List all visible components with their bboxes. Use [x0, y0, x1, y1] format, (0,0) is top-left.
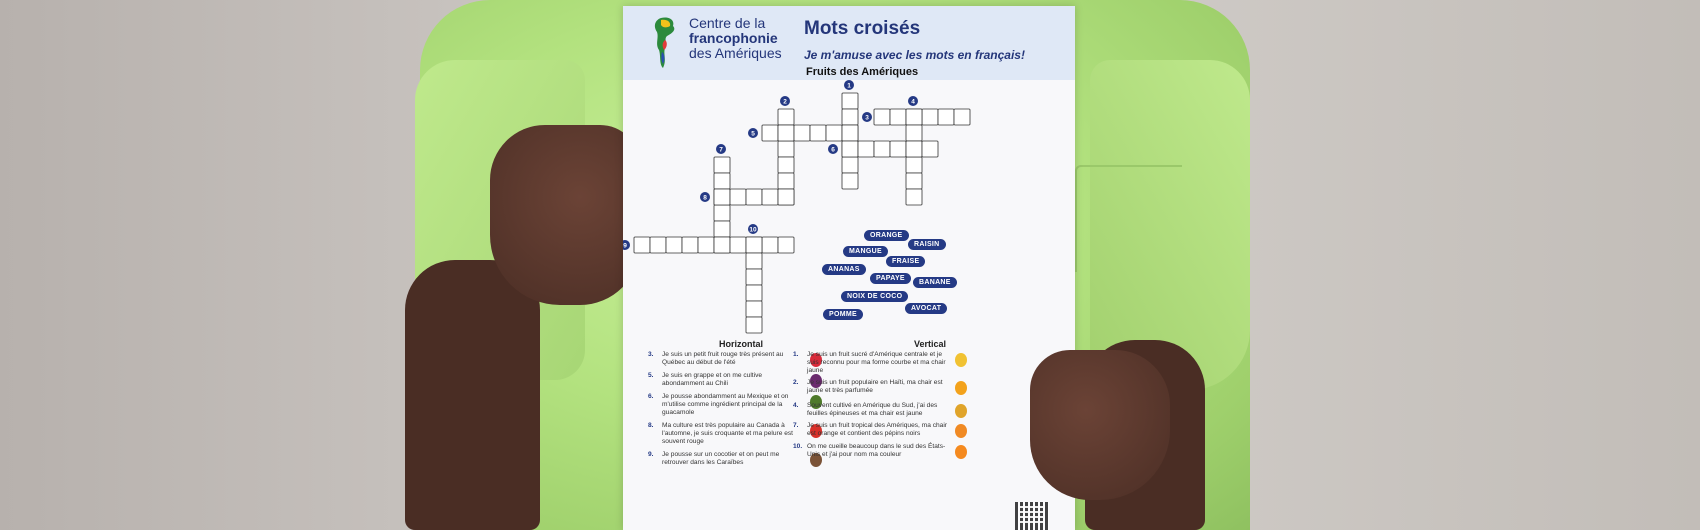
word-bank-item: FRAISE: [886, 256, 925, 267]
page-title: Mots croisés: [804, 18, 921, 39]
grid-cell[interactable]: [906, 109, 922, 125]
clue-item: [648, 372, 802, 388]
logo-line-1: Centre de la: [689, 15, 766, 31]
grid-number: 3: [865, 114, 869, 122]
grid-cell[interactable]: [698, 237, 714, 253]
grid-cell[interactable]: [682, 237, 698, 253]
clue-number: 7.: [793, 422, 799, 429]
grid-number: 1: [847, 82, 851, 90]
clue-text: Je pousse abondamment au Mexique et on m'utilise comme ingrédient principal de la guacamole: [662, 393, 789, 416]
clue-text: Je suis en grappe et on me cultive abondamment au Chili: [662, 372, 763, 387]
grid-cell[interactable]: [906, 141, 922, 157]
grid-cell[interactable]: [746, 237, 762, 253]
clue-number: 6.: [648, 393, 654, 400]
grid-cell[interactable]: [842, 93, 858, 109]
clue-number: 4.: [793, 402, 799, 409]
grid-cell[interactable]: [778, 157, 794, 173]
grid-cell[interactable]: [794, 125, 810, 141]
horizontal-title: Horizontal: [719, 339, 763, 349]
grid-cell[interactable]: [954, 109, 970, 125]
clue-text: Je suis un fruit populaire en Haïti, ma chair est jaune et très parfumée: [807, 379, 943, 394]
crossword-sheet: [623, 6, 1075, 530]
grid-cell[interactable]: [714, 237, 730, 253]
grid-cell[interactable]: [634, 237, 650, 253]
clue-item: [648, 351, 802, 367]
clue-number: 2.: [793, 379, 799, 386]
grid-cell[interactable]: [746, 189, 762, 205]
grid-cell[interactable]: [874, 109, 890, 125]
grid-cell[interactable]: [778, 173, 794, 189]
logo-line-2: francophonie: [689, 30, 778, 46]
grid-number: 10: [749, 226, 757, 234]
clue-text: Je pousse sur un cocotier et on peut me retrouver dans les Caraïbes: [662, 451, 780, 466]
logo-line-3: des Amériques: [689, 45, 782, 61]
grid-number: 9: [623, 242, 627, 250]
clue-item: [793, 402, 947, 418]
grid-cell[interactable]: [810, 125, 826, 141]
word-bank-item: NOIX DE COCO: [841, 291, 908, 302]
grid-number: 5: [751, 130, 755, 138]
clue-number: 8.: [648, 422, 654, 429]
grid-cell[interactable]: [778, 141, 794, 157]
grid-number: 7: [719, 146, 723, 154]
clue-item: [648, 451, 802, 467]
clue-text: On me cueille beaucoup dans le sud des États-Unis et j'ai pour nom ma couleur: [807, 443, 946, 458]
word-bank-item: RAISIN: [908, 239, 946, 250]
qr-code: [1015, 502, 1049, 530]
vertical-title: Vertical: [914, 339, 947, 349]
clue-text: Ma culture est très populaire au Canada à l'automne, je suis croquante et ma pelure est souvent rouge: [662, 422, 794, 445]
word-bank-item: PAPAYE: [870, 273, 911, 284]
grid-cell[interactable]: [842, 125, 858, 141]
grid-cell[interactable]: [890, 109, 906, 125]
grid-cell[interactable]: [842, 157, 858, 173]
word-bank-item: MANGUE: [843, 246, 888, 257]
word-bank-item: AVOCAT: [905, 303, 947, 314]
grid-cell[interactable]: [906, 189, 922, 205]
grid-cell[interactable]: [826, 125, 842, 141]
grid-cell[interactable]: [906, 173, 922, 189]
grid-cell[interactable]: [762, 125, 778, 141]
shirt-pocket: [1075, 165, 1182, 272]
grid-cell[interactable]: [746, 253, 762, 269]
clue-number: 10.: [793, 443, 803, 450]
word-bank-item: ANANAS: [822, 264, 866, 275]
clue-item: [793, 379, 947, 395]
clue-number: 1.: [793, 351, 799, 358]
grid-cell[interactable]: [922, 109, 938, 125]
word-bank-item: BANANE: [913, 277, 957, 288]
grid-number: 2: [783, 98, 787, 106]
left-arm: [405, 260, 540, 530]
grid-cell[interactable]: [746, 269, 762, 285]
grid-number: 8: [703, 194, 707, 202]
grid-cell[interactable]: [842, 141, 858, 157]
grid-cell[interactable]: [666, 237, 682, 253]
clue-text: Je suis un fruit tropical des Amériques, ma chair est orange et contient des pépins noirs: [807, 422, 947, 437]
grid-cell[interactable]: [778, 125, 794, 141]
grid-cell[interactable]: [746, 285, 762, 301]
grid-cell[interactable]: [714, 221, 730, 237]
grid-cell[interactable]: [714, 173, 730, 189]
grid-cell[interactable]: [890, 141, 906, 157]
grid-cell[interactable]: [714, 189, 730, 205]
clue-item: [648, 393, 802, 417]
clue-text: Je suis un fruit sucré d'Amérique centrale et je suis reconnu pour ma forme courbe et ma chair jaune: [807, 351, 946, 374]
mango-icon: [955, 381, 967, 395]
grid-cell[interactable]: [746, 301, 762, 317]
left-hand: [490, 125, 640, 305]
word-bank-item: ORANGE: [864, 230, 909, 241]
grid-cell[interactable]: [906, 157, 922, 173]
grid-cell[interactable]: [906, 125, 922, 141]
grid-cell[interactable]: [762, 237, 778, 253]
grid-cell[interactable]: [938, 109, 954, 125]
grid-cell[interactable]: [922, 141, 938, 157]
grid-cell[interactable]: [842, 173, 858, 189]
clue-item: [648, 422, 802, 446]
grid-cell[interactable]: [858, 141, 874, 157]
clue-item: [793, 422, 947, 438]
theme-label: Fruits des Amériques: [806, 66, 919, 78]
grid-cell[interactable]: [842, 109, 858, 125]
grid-cell[interactable]: [762, 189, 778, 205]
clue-number: 5.: [648, 372, 654, 379]
grid-cell[interactable]: [714, 205, 730, 221]
right-hand: [1030, 350, 1170, 500]
banana-icon: [955, 353, 967, 367]
pineapple-icon: [955, 404, 967, 418]
grid-cell[interactable]: [778, 237, 794, 253]
grid-cell[interactable]: [730, 237, 746, 253]
clue-number: 9.: [648, 451, 654, 458]
clue-item: [793, 351, 947, 375]
grid-cell[interactable]: [778, 109, 794, 125]
orange-icon: [955, 445, 967, 459]
grid-cell[interactable]: [730, 189, 746, 205]
clue-text: Je suis un petit fruit rouge très présent au Québec au début de l'été: [662, 351, 784, 366]
page-subtitle: Je m'amuse avec les mots en français!: [804, 48, 1025, 62]
grid-cell[interactable]: [778, 189, 794, 205]
papaya-icon: [955, 424, 967, 438]
grid-cell[interactable]: [874, 141, 890, 157]
grid-cell[interactable]: [650, 237, 666, 253]
word-bank-item: POMME: [823, 309, 863, 320]
clue-number: 3.: [648, 351, 654, 358]
grid-number: 6: [831, 146, 835, 154]
clue-text: Souvent cultivé en Amérique du Sud, j'ai des feuilles épineuses et ma chair est jaune: [807, 402, 938, 417]
grid-cell[interactable]: [714, 157, 730, 173]
grid-cell[interactable]: [746, 317, 762, 333]
grid-number: 4: [911, 98, 915, 106]
clue-item: [793, 443, 947, 459]
